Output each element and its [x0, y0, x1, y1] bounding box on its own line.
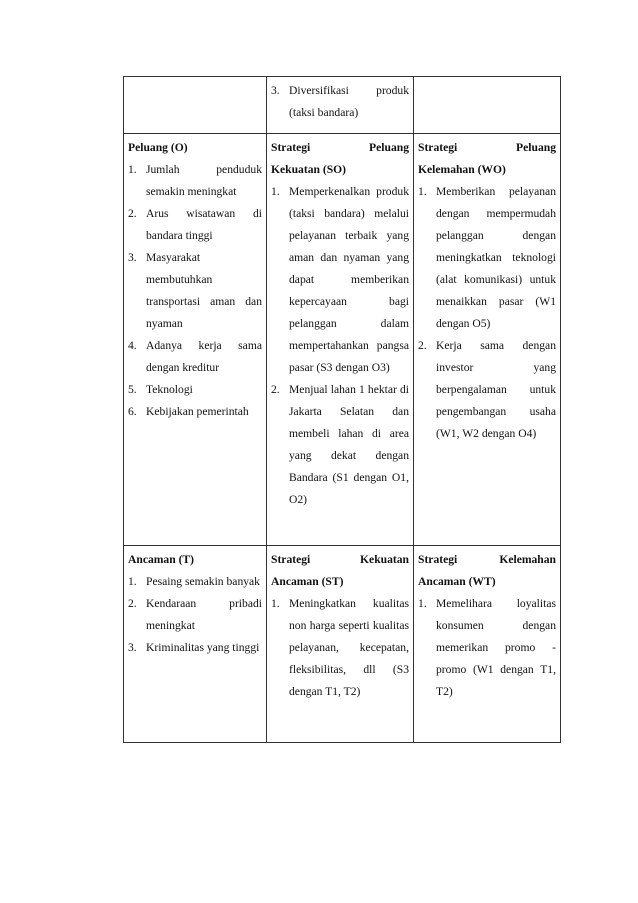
item-text: Adanya kerja sama dengan kreditur	[146, 339, 262, 374]
item-number: 2.	[271, 383, 280, 396]
item-text: Memperkenalkan produk (taksi bandara) melalui pelayanan terbaik yang aman dan nyaman yang dapat memberikan kepercayaan bagi pelanggan dalam mempertahankan pangsa pasar (S3 dengan O3)	[289, 185, 409, 374]
item-number: 2.	[128, 597, 137, 610]
empty-cell	[124, 77, 267, 134]
item-number: 6.	[128, 405, 137, 418]
item-number: 5.	[128, 383, 137, 396]
st-heading-line2: Ancaman (ST)	[271, 575, 344, 588]
list-item	[271, 593, 409, 703]
list-item	[128, 379, 262, 401]
list-item	[128, 593, 262, 637]
item-text: Jumlah penduduk semakin meningkat	[146, 163, 262, 198]
item-number: 1.	[128, 575, 137, 588]
list-item	[418, 593, 556, 703]
item-text: Kerja sama dengan investor yang berpengalaman untuk pengembangan usaha (W1, W2 dengan O4)	[436, 339, 556, 440]
table-row	[124, 77, 561, 134]
item-text: Kendaraan pribadi meningkat	[146, 597, 262, 632]
item-text: Meningkatkan kualitas non harga seperti kualitas pelayanan, kecepatan, fleksibilitas, dll (S3 dengan T1, T2)	[289, 597, 409, 698]
item-text: Diversifikasi produk (taksi bandara)	[289, 84, 409, 119]
wt-heading	[418, 549, 556, 571]
item-text: Memelihara loyalitas konsumen dengan memerikan promo - promo (W1 dengan T1, T2)	[436, 597, 556, 698]
wo-strategy-cell	[414, 134, 561, 546]
item-number: 1.	[271, 185, 280, 198]
item-number: 3.	[128, 251, 137, 264]
wo-heading-line2: Kelemahan (WO)	[418, 163, 506, 176]
item-number: 3.	[271, 84, 280, 97]
list-item	[271, 80, 409, 124]
wo-heading-word1: Strategi	[418, 141, 458, 154]
list-item	[418, 335, 556, 445]
wt-heading-line2: Ancaman (WT)	[418, 575, 496, 588]
threats-list	[128, 571, 262, 659]
list-item	[271, 379, 409, 511]
list-item	[128, 637, 262, 659]
opportunities-list	[128, 159, 262, 423]
wo-list	[418, 181, 556, 445]
table-row	[124, 134, 561, 546]
swot-matrix-table	[123, 76, 561, 743]
so-heading-line2: Kekuatan (SO)	[271, 163, 347, 176]
item-number: 4.	[128, 339, 137, 352]
item-number: 2.	[128, 207, 137, 220]
st-heading-word2: Kekuatan	[360, 553, 409, 566]
item-text: Kebijakan pemerintah	[146, 405, 249, 418]
item-text: Masyarakat membutuhkan transportasi aman dan nyaman	[146, 251, 262, 330]
threats-heading: Ancaman (T)	[128, 553, 195, 566]
item-number: 1.	[418, 185, 427, 198]
list-item	[128, 335, 262, 379]
wt-heading-word2: Kelemahan	[499, 553, 556, 566]
so-list	[271, 181, 409, 511]
item-text: Kriminalitas yang tinggi	[146, 641, 260, 654]
so-heading-word2: Peluang	[369, 141, 409, 154]
wt-strategy-cell	[414, 546, 561, 743]
list-item	[128, 401, 262, 423]
so-strategy-cell	[267, 134, 414, 546]
empty-cell	[414, 77, 561, 134]
item-text: Memberikan pelayanan dengan mempermudah pelanggan dengan meningkatkan teknologi (alat komunikasi) untuk menaikkan pasar (W1 dengan O5)	[436, 185, 556, 330]
item-number: 1.	[128, 163, 137, 176]
item-text: Arus wisatawan di bandara tinggi	[146, 207, 262, 242]
wo-heading-word2: Peluang	[516, 141, 556, 154]
st-strategy-cell	[267, 546, 414, 743]
wt-heading-word1: Strategi	[418, 553, 458, 566]
opportunities-cell	[124, 134, 267, 546]
threats-cell	[124, 546, 267, 743]
strengths-continued-cell	[267, 77, 414, 134]
item-number: 1.	[418, 597, 427, 610]
table-row	[124, 546, 561, 743]
opportunities-heading: Peluang (O)	[128, 141, 188, 154]
so-heading-word1: Strategi	[271, 141, 311, 154]
item-number: 1.	[271, 597, 280, 610]
item-text: Menjual lahan 1 hektar di Jakarta Selatan dan membeli lahan di area yang dekat dengan Bandara (S1 dengan O1, O2)	[289, 383, 409, 506]
st-list	[271, 593, 409, 703]
list-item	[128, 159, 262, 203]
so-heading	[271, 137, 409, 159]
st-heading-word1: Strategi	[271, 553, 311, 566]
list-item	[418, 181, 556, 335]
st-heading	[271, 549, 409, 571]
wt-list	[418, 593, 556, 703]
item-number: 2.	[418, 339, 427, 352]
list-item	[271, 181, 409, 379]
list-item	[128, 247, 262, 335]
list-item	[128, 571, 262, 593]
item-text: Pesaing semakin banyak	[146, 575, 260, 588]
list-item	[128, 203, 262, 247]
item-text: Teknologi	[146, 383, 193, 396]
item-number: 3.	[128, 641, 137, 654]
wo-heading	[418, 137, 556, 159]
